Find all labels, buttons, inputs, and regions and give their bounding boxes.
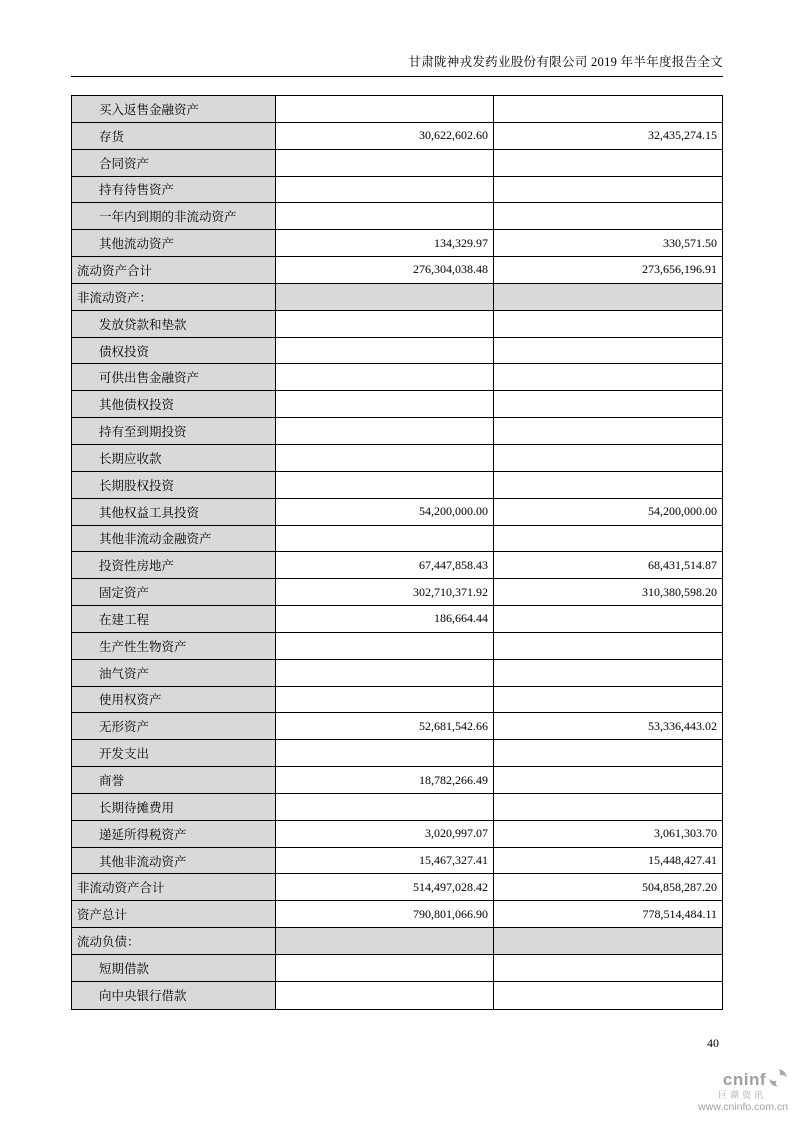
- table-row: [72, 928, 722, 955]
- cell-prior-amount: [494, 633, 722, 659]
- cell-current-amount: [276, 982, 494, 1009]
- cell-prior-amount: [494, 526, 722, 552]
- row-label: 其他债权投资: [72, 391, 276, 417]
- table-row: [72, 418, 722, 445]
- row-label: 其他非流动资产: [72, 848, 276, 874]
- cell-current-amount: [276, 955, 494, 981]
- cninfo-chinese-name: 巨潮资讯: [717, 1089, 766, 1100]
- cell-prior-amount: 53,336,443.02: [648, 718, 717, 733]
- cell-current-amount: [276, 391, 494, 417]
- cell-current-amount: 30,622,602.60: [276, 123, 494, 149]
- cell-current-amount: [276, 633, 494, 659]
- cell-prior-amount: [494, 740, 722, 766]
- table-row: [72, 660, 722, 687]
- table-row: [72, 633, 722, 660]
- cell-current-amount: [276, 687, 494, 713]
- cell-current-amount: 18,782,266.49: [276, 767, 494, 793]
- table-row: [72, 96, 722, 123]
- row-label: 开发支出: [72, 740, 276, 766]
- cell-prior-amount: [494, 445, 722, 471]
- cninfo-brand-text: cninf: [722, 1069, 766, 1089]
- cell-current-amount: 790,801,066.90: [276, 901, 494, 927]
- cell-prior-amount: [494, 660, 722, 686]
- balance-sheet-table: [71, 95, 723, 1010]
- cell-prior-amount: [494, 96, 722, 122]
- cell-current-amount: 3,020,997.07: [276, 821, 494, 847]
- row-label: 持有待售资产: [72, 177, 276, 203]
- cell-prior-amount: [494, 203, 722, 229]
- cell-prior-amount: [494, 767, 722, 793]
- cell-current-amount: [276, 150, 494, 176]
- cell-current-amount: [276, 284, 494, 310]
- table-row: [72, 472, 722, 499]
- row-label: 债权投资: [72, 338, 276, 364]
- cell-current-amount: [276, 660, 494, 686]
- table-row: [72, 230, 722, 257]
- row-label: 长期待摊费用: [72, 794, 276, 820]
- cell-current-amount: [276, 445, 494, 471]
- table-row: [72, 123, 722, 150]
- cell-prior-amount: 32,435,274.15: [648, 128, 717, 143]
- cninfo-swirl-icon: [768, 1068, 788, 1093]
- report-header-title: 甘肃陇神戎发药业股份有限公司 2019 年半年度报告全文: [71, 52, 723, 77]
- cell-current-amount: [276, 96, 494, 122]
- row-label: 商誉: [72, 767, 276, 793]
- cell-current-amount: [276, 472, 494, 498]
- row-label: 生产性生物资产: [72, 633, 276, 659]
- cninfo-logo-top: [698, 1068, 788, 1093]
- table-row: [72, 499, 722, 526]
- cell-prior-amount: [494, 391, 722, 417]
- cell-current-amount: [276, 928, 494, 954]
- table-row: [72, 740, 722, 767]
- cell-current-amount: 514,497,028.42: [276, 874, 494, 900]
- cell-prior-amount: [494, 606, 722, 632]
- row-label: 长期股权投资: [72, 472, 276, 498]
- cell-prior-amount: [494, 955, 722, 981]
- cell-prior-amount: [494, 982, 722, 1009]
- cell-prior-amount: [494, 687, 722, 713]
- table-row: [72, 713, 722, 740]
- cell-current-amount: 302,710,371.92: [276, 579, 494, 605]
- row-label: 非流动资产：: [72, 284, 276, 310]
- table-row: [72, 821, 722, 848]
- row-label: 固定资产: [72, 579, 276, 605]
- row-label: 非流动资产合计: [72, 874, 276, 900]
- table-row: [72, 177, 722, 204]
- cell-current-amount: [276, 203, 494, 229]
- cell-current-amount: 67,447,858.43: [276, 552, 494, 578]
- cell-prior-amount: 778,514,484.11: [642, 906, 717, 921]
- row-label: 存货: [72, 123, 276, 149]
- table-row: [72, 848, 722, 875]
- cell-prior-amount: [494, 794, 722, 820]
- cell-current-amount: [276, 338, 494, 364]
- cell-current-amount: [276, 364, 494, 390]
- table-row: [72, 955, 722, 982]
- row-label: 其他权益工具投资: [72, 499, 276, 525]
- row-label: 向中央银行借款: [72, 982, 276, 1009]
- cninfo-logo: [698, 1068, 788, 1114]
- row-label: 流动资产合计: [72, 257, 276, 283]
- table-row: [72, 901, 722, 928]
- cell-prior-amount: 310,380,598.20: [642, 584, 717, 599]
- table-row: [72, 150, 722, 177]
- page-number: 40: [707, 1036, 719, 1050]
- cell-current-amount: 186,664.44: [276, 606, 494, 632]
- table-row: [72, 687, 722, 714]
- row-label: 流动负债：: [72, 928, 276, 954]
- cell-current-amount: [276, 526, 494, 552]
- cell-prior-amount: [494, 928, 722, 954]
- row-label: 使用权资产: [72, 687, 276, 713]
- cell-prior-amount: 273,656,196.91: [642, 262, 717, 277]
- table-row: [72, 526, 722, 553]
- cell-current-amount: 134,329.97: [276, 230, 494, 256]
- cell-prior-amount: [494, 472, 722, 498]
- cell-prior-amount: 330,571.50: [663, 235, 717, 250]
- cell-prior-amount: 54,200,000.00: [648, 504, 717, 519]
- row-label: 一年内到期的非流动资产: [72, 203, 276, 229]
- table-row: [72, 606, 722, 633]
- table-row: [72, 767, 722, 794]
- cell-current-amount: 276,304,038.48: [276, 257, 494, 283]
- row-label: 其他流动资产: [72, 230, 276, 256]
- table-row: [72, 579, 722, 606]
- table-row: [72, 311, 722, 338]
- cell-prior-amount: [494, 338, 722, 364]
- cell-prior-amount: 68,431,514.87: [648, 557, 717, 572]
- cell-prior-amount: [494, 284, 722, 310]
- row-label: 持有至到期投资: [72, 418, 276, 444]
- row-label: 递延所得税资产: [72, 821, 276, 847]
- cell-current-amount: 52,681,542.66: [276, 713, 494, 739]
- table-row: [72, 338, 722, 365]
- cell-prior-amount: 3,061,303.70: [654, 826, 717, 841]
- table-row: [72, 391, 722, 418]
- cell-prior-amount: [494, 418, 722, 444]
- cell-current-amount: [276, 794, 494, 820]
- cell-prior-amount: [494, 364, 722, 390]
- row-label: 油气资产: [72, 660, 276, 686]
- cell-current-amount: [276, 177, 494, 203]
- table-row: [72, 445, 722, 472]
- table-row: [72, 552, 722, 579]
- row-label: 其他非流动金融资产: [72, 526, 276, 552]
- cell-current-amount: [276, 740, 494, 766]
- cell-current-amount: 15,467,327.41: [276, 848, 494, 874]
- row-label: 发放贷款和垫款: [72, 311, 276, 337]
- cninfo-url: www.cninfo.com.cn: [698, 1101, 788, 1114]
- row-label: 无形资产: [72, 713, 276, 739]
- row-label: 长期应收款: [72, 445, 276, 471]
- cell-prior-amount: 15,448,427.41: [648, 853, 717, 868]
- row-label: 买入返售金融资产: [72, 96, 276, 122]
- row-label: 短期借款: [72, 955, 276, 981]
- table-row: [72, 203, 722, 230]
- cell-current-amount: [276, 311, 494, 337]
- table-row: [72, 364, 722, 391]
- table-row: [72, 982, 722, 1009]
- table-row: [72, 284, 722, 311]
- cell-prior-amount: [494, 311, 722, 337]
- table-row: [72, 257, 722, 284]
- table-row: [72, 874, 722, 901]
- table-row: [72, 794, 722, 821]
- row-label: 资产总计: [72, 901, 276, 927]
- cell-prior-amount: 504,858,287.20: [642, 879, 717, 894]
- cell-current-amount: [276, 418, 494, 444]
- row-label: 可供出售金融资产: [72, 364, 276, 390]
- cell-current-amount: 54,200,000.00: [276, 499, 494, 525]
- cell-prior-amount: [494, 150, 722, 176]
- row-label: 合同资产: [72, 150, 276, 176]
- row-label: 投资性房地产: [72, 552, 276, 578]
- cell-prior-amount: [494, 177, 722, 203]
- row-label: 在建工程: [72, 606, 276, 632]
